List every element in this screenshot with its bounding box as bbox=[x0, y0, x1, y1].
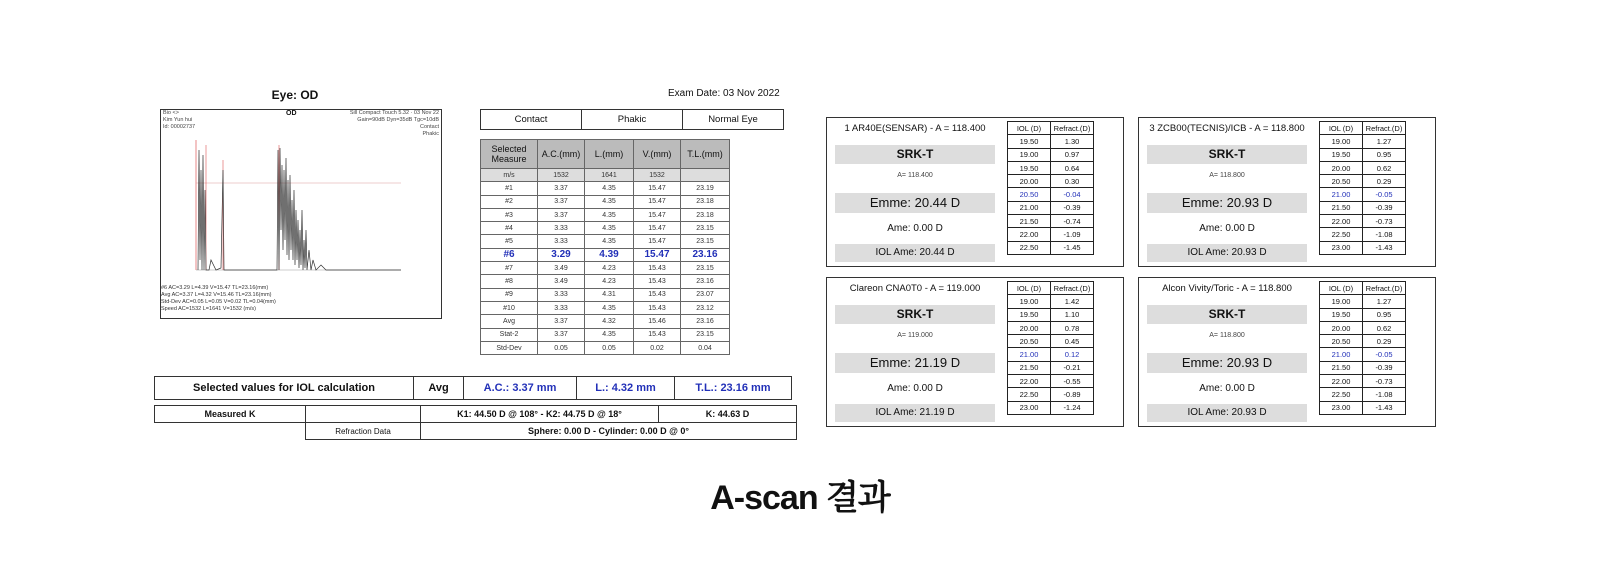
mode-normal-eye: Normal Eye bbox=[683, 110, 784, 130]
formula-label: SRK-T bbox=[1147, 145, 1307, 164]
refraction-cell: 1.10 bbox=[1051, 308, 1094, 321]
measure-header: Selected Measure bbox=[481, 140, 538, 169]
measure-cell: 4.35 bbox=[585, 301, 634, 314]
iol-table-row bbox=[1008, 135, 1094, 148]
measure-cell: 4.23 bbox=[585, 262, 634, 275]
iol-table-row bbox=[1320, 308, 1406, 321]
refraction-cell: -0.74 bbox=[1051, 215, 1094, 228]
measure-cell: 0.05 bbox=[585, 341, 634, 354]
iol-table-row bbox=[1320, 375, 1406, 388]
measure-cell: 15.47 bbox=[634, 195, 681, 208]
iol-power-cell: 20.00 bbox=[1320, 321, 1363, 334]
iol-power-cell: 19.00 bbox=[1008, 148, 1051, 161]
iol-power-cell: 23.00 bbox=[1320, 241, 1363, 254]
selected-values-table bbox=[154, 376, 792, 400]
measure-cell: 3.37 bbox=[538, 195, 585, 208]
refraction-cell: -1.45 bbox=[1051, 241, 1094, 254]
refraction-cell: 0.29 bbox=[1363, 335, 1406, 348]
measure-cell: #5 bbox=[481, 235, 538, 248]
measure-cell: 0.02 bbox=[634, 341, 681, 354]
measure-cell: 3.37 bbox=[538, 182, 585, 195]
iol-table-row bbox=[1320, 401, 1406, 414]
refraction-cell: 0.97 bbox=[1051, 148, 1094, 161]
measure-cell: 4.35 bbox=[585, 235, 634, 248]
measured-k-spacer bbox=[306, 406, 421, 423]
iol-power-cell: 19.50 bbox=[1320, 148, 1363, 161]
measure-header: A.C.(mm) bbox=[538, 140, 585, 169]
iol-panel bbox=[826, 117, 1124, 267]
iol-table-row bbox=[1320, 241, 1406, 254]
refraction-cell: 0.95 bbox=[1363, 308, 1406, 321]
iol-power-cell: 22.00 bbox=[1320, 375, 1363, 388]
speed-cell: 1532 bbox=[634, 169, 681, 182]
iol-table-row bbox=[1320, 175, 1406, 188]
iol-table-row bbox=[1320, 361, 1406, 374]
iol-table-row bbox=[1320, 188, 1406, 201]
caption: A-scan 결과 bbox=[710, 479, 890, 517]
iol-power-cell: 21.00 bbox=[1320, 188, 1363, 201]
iol-power-cell: 19.50 bbox=[1008, 135, 1051, 148]
iol-table-row bbox=[1320, 335, 1406, 348]
measure-cell: 15.43 bbox=[634, 288, 681, 301]
measure-cell: 23.16 bbox=[681, 248, 730, 261]
refraction-cell: 0.78 bbox=[1051, 321, 1094, 334]
selected-tl: T.L.: 23.16 mm bbox=[675, 377, 792, 400]
iol-power-cell: 22.50 bbox=[1320, 228, 1363, 241]
measure-cell: 3.49 bbox=[538, 262, 585, 275]
measure-cell: 0.05 bbox=[538, 341, 585, 354]
measure-cell: 3.49 bbox=[538, 275, 585, 288]
refraction-cell: 0.95 bbox=[1363, 148, 1406, 161]
measure-cell: 3.33 bbox=[538, 301, 585, 314]
measure-cell: 23.07 bbox=[681, 288, 730, 301]
iol-ametropia-power: IOL Ame: 20.93 D bbox=[1147, 244, 1307, 262]
iol-power-cell: 19.00 bbox=[1008, 295, 1051, 308]
measure-cell: 4.39 bbox=[585, 248, 634, 261]
iol-table-row bbox=[1320, 321, 1406, 334]
measure-cell: 3.33 bbox=[538, 235, 585, 248]
measure-cell: 4.35 bbox=[585, 195, 634, 208]
iol-table-row bbox=[1008, 335, 1094, 348]
measure-cell: 15.47 bbox=[634, 248, 681, 261]
iol-power-cell: 21.00 bbox=[1008, 201, 1051, 214]
measure-cell: 4.31 bbox=[585, 288, 634, 301]
measure-header: L.(mm) bbox=[585, 140, 634, 169]
emmetropia-power: Emme: 20.93 D bbox=[1147, 353, 1307, 373]
iol-power-cell: 20.00 bbox=[1008, 321, 1051, 334]
iol-table-row bbox=[1320, 201, 1406, 214]
measure-cell: 15.43 bbox=[634, 275, 681, 288]
measure-cell: Std-Dev bbox=[481, 341, 538, 354]
measure-cell: 3.37 bbox=[538, 315, 585, 328]
refraction-cell: -1.24 bbox=[1051, 401, 1094, 414]
iol-power-cell: 21.50 bbox=[1320, 201, 1363, 214]
ametropia-target: Ame: 0.00 D bbox=[887, 223, 943, 234]
iol-table-row bbox=[1008, 161, 1094, 174]
iol-ametropia-power: IOL Ame: 20.93 D bbox=[1147, 404, 1307, 422]
iol-table-row bbox=[1008, 201, 1094, 214]
refraction-cell: -1.08 bbox=[1363, 228, 1406, 241]
lens-name: 1 AR40E(SENSAR) - A = 118.400 bbox=[844, 123, 986, 134]
iol-table-row bbox=[1320, 295, 1406, 308]
selected-ac: A.C.: 3.37 mm bbox=[464, 377, 577, 400]
iol-power-cell: 20.00 bbox=[1320, 161, 1363, 174]
scan-info-line: Kim Yun hui bbox=[163, 117, 193, 123]
refraction-cell: 0.62 bbox=[1363, 321, 1406, 334]
emmetropia-power: Emme: 20.44 D bbox=[835, 193, 995, 213]
measure-row bbox=[481, 341, 730, 354]
scan-info-line: Phakic bbox=[422, 131, 439, 137]
measure-row bbox=[481, 275, 730, 288]
refraction-cell: -0.05 bbox=[1363, 188, 1406, 201]
refraction-cell: 1.42 bbox=[1051, 295, 1094, 308]
measure-cell: 4.32 bbox=[585, 315, 634, 328]
measure-cell: 23.15 bbox=[681, 235, 730, 248]
iol-ametropia-power: IOL Ame: 21.19 D bbox=[835, 404, 995, 422]
measure-cell: 3.37 bbox=[538, 208, 585, 221]
refraction-cell: -0.73 bbox=[1363, 375, 1406, 388]
measure-cell: 23.16 bbox=[681, 275, 730, 288]
iol-table-row bbox=[1008, 361, 1094, 374]
measure-cell: 15.43 bbox=[634, 328, 681, 341]
measure-cell: 4.35 bbox=[585, 208, 634, 221]
keratometry-table bbox=[154, 405, 797, 440]
iol-power-cell: 20.50 bbox=[1320, 175, 1363, 188]
lens-name: 3 ZCB00(TECNIS)/ICB - A = 118.800 bbox=[1149, 123, 1305, 134]
refraction-cell: -0.73 bbox=[1363, 215, 1406, 228]
refraction-cell: -0.04 bbox=[1051, 188, 1094, 201]
iol-power-cell: 19.50 bbox=[1008, 161, 1051, 174]
refraction-cell: 0.64 bbox=[1051, 161, 1094, 174]
measure-row bbox=[481, 182, 730, 195]
speed-cell: m/s bbox=[481, 169, 538, 182]
measure-cell: 3.33 bbox=[538, 222, 585, 235]
iol-power-cell: 23.00 bbox=[1008, 401, 1051, 414]
measure-cell: #2 bbox=[481, 195, 538, 208]
k1-k2-value: K1: 44.50 D @ 108° - K2: 44.75 D @ 18° bbox=[421, 406, 659, 423]
measure-row bbox=[481, 288, 730, 301]
iol-table-row bbox=[1320, 228, 1406, 241]
scan-info-line: Contact bbox=[420, 124, 439, 130]
scan-info-line: #6 AC=3.29 L=4.39 V=15.47 TL=23.16(mm) bbox=[161, 285, 269, 291]
measure-row bbox=[481, 301, 730, 314]
refraction-cell: 1.27 bbox=[1363, 295, 1406, 308]
iol-table-header: Refract.(D) bbox=[1363, 282, 1406, 295]
refraction-cell: 0.45 bbox=[1051, 335, 1094, 348]
measure-cell: 15.47 bbox=[634, 235, 681, 248]
measure-cell: 23.15 bbox=[681, 222, 730, 235]
lens-name: Alcon Vivity/Toric - A = 118.800 bbox=[1162, 283, 1292, 294]
iol-table-row bbox=[1008, 401, 1094, 414]
a-scan-waveform-panel bbox=[160, 109, 442, 319]
measure-cell: 4.35 bbox=[585, 182, 634, 195]
measure-cell: #3 bbox=[481, 208, 538, 221]
refraction-cell: 0.62 bbox=[1363, 161, 1406, 174]
iol-table-row bbox=[1008, 188, 1094, 201]
iol-table-row bbox=[1008, 148, 1094, 161]
scan-info-line: Id: 00002737 bbox=[163, 124, 196, 130]
iol-panel bbox=[1138, 277, 1436, 427]
iol-table-row bbox=[1008, 308, 1094, 321]
iol-power-cell: 23.00 bbox=[1320, 401, 1363, 414]
iol-panel bbox=[1138, 117, 1436, 267]
iol-table-row bbox=[1008, 388, 1094, 401]
refraction-cell: -0.39 bbox=[1363, 201, 1406, 214]
emmetropia-power: Emme: 21.19 D bbox=[835, 353, 995, 373]
iol-power-cell: 19.00 bbox=[1320, 135, 1363, 148]
scan-info-line: Std-Dev AC=0.05 L=0.05 V=0.02 TL=0.04(mm) bbox=[161, 299, 276, 305]
refraction-cell: -0.55 bbox=[1051, 375, 1094, 388]
refraction-cell: 1.27 bbox=[1363, 135, 1406, 148]
refraction-cell: -1.43 bbox=[1363, 241, 1406, 254]
iol-table-row bbox=[1320, 148, 1406, 161]
scan-eye-label: OD bbox=[286, 110, 297, 117]
scan-info-line: Speed AC=1532 L=1641 V=1532 (m/s) bbox=[161, 306, 256, 312]
iol-table-header: IOL (D) bbox=[1008, 282, 1051, 295]
iol-power-cell: 20.00 bbox=[1008, 175, 1051, 188]
iol-table-row bbox=[1008, 321, 1094, 334]
iol-power-cell: 21.50 bbox=[1008, 215, 1051, 228]
measured-k-label: Measured K bbox=[155, 406, 306, 423]
emmetropia-power: Emme: 20.93 D bbox=[1147, 193, 1307, 213]
scan-info-line: Bio <> bbox=[163, 110, 179, 116]
measure-cell: 23.15 bbox=[681, 328, 730, 341]
empty-cell bbox=[155, 423, 306, 440]
scan-summary bbox=[161, 285, 276, 313]
measure-header: V.(mm) bbox=[634, 140, 681, 169]
iol-power-cell: 19.50 bbox=[1320, 308, 1363, 321]
refraction-cell: 1.30 bbox=[1051, 135, 1094, 148]
refraction-cell: -0.39 bbox=[1363, 361, 1406, 374]
iol-table-header: Refract.(D) bbox=[1051, 122, 1094, 135]
ametropia-target: Ame: 0.00 D bbox=[1199, 223, 1255, 234]
iol-refraction-table bbox=[1007, 121, 1094, 255]
iol-refraction-table bbox=[1319, 281, 1406, 415]
measure-cell: Avg bbox=[481, 315, 538, 328]
measure-row bbox=[481, 235, 730, 248]
iol-ametropia-power: IOL Ame: 20.44 D bbox=[835, 244, 995, 262]
measurement-table bbox=[480, 139, 730, 355]
measure-header: T.L.(mm) bbox=[681, 140, 730, 169]
iol-power-cell: 22.50 bbox=[1320, 388, 1363, 401]
exam-mode-table bbox=[480, 109, 784, 130]
refraction-cell: -0.39 bbox=[1051, 201, 1094, 214]
measure-cell: 3.29 bbox=[538, 248, 585, 261]
iol-power-cell: 21.00 bbox=[1320, 348, 1363, 361]
iol-table-row bbox=[1008, 241, 1094, 254]
measure-cell: #6 bbox=[481, 248, 538, 261]
iol-power-cell: 22.00 bbox=[1008, 228, 1051, 241]
ametropia-target: Ame: 0.00 D bbox=[887, 383, 943, 394]
iol-table-row bbox=[1320, 161, 1406, 174]
iol-table-header: IOL (D) bbox=[1320, 282, 1363, 295]
refraction-cell: 0.30 bbox=[1051, 175, 1094, 188]
iol-table-row bbox=[1320, 215, 1406, 228]
iol-table-header: Refract.(D) bbox=[1051, 282, 1094, 295]
iol-power-cell: 21.50 bbox=[1320, 361, 1363, 374]
iol-refraction-table bbox=[1319, 121, 1406, 255]
refraction-label: Refraction Data bbox=[306, 423, 421, 440]
measure-cell: Stat-2 bbox=[481, 328, 538, 341]
device-settings bbox=[350, 110, 439, 138]
measure-cell: #9 bbox=[481, 288, 538, 301]
iol-table-row bbox=[1008, 348, 1094, 361]
a-constant: A= 118.800 bbox=[1209, 172, 1245, 179]
iol-table-header: Refract.(D) bbox=[1363, 122, 1406, 135]
iol-power-cell: 20.50 bbox=[1008, 335, 1051, 348]
iol-table-row bbox=[1008, 215, 1094, 228]
selected-l: L.: 4.32 mm bbox=[577, 377, 675, 400]
measure-cell: 0.04 bbox=[681, 341, 730, 354]
measure-row bbox=[481, 195, 730, 208]
measure-cell: 15.43 bbox=[634, 262, 681, 275]
measure-row bbox=[481, 208, 730, 221]
iol-table-row bbox=[1008, 375, 1094, 388]
measure-cell: 3.33 bbox=[538, 288, 585, 301]
measure-cell: 3.37 bbox=[538, 328, 585, 341]
measure-cell: 15.46 bbox=[634, 315, 681, 328]
scan-info-line: Sill Compact Touch 5.32 · 03 Nov 22 bbox=[349, 110, 439, 116]
iol-refraction-table bbox=[1007, 281, 1094, 415]
measure-cell: 15.47 bbox=[634, 208, 681, 221]
refraction-cell: -1.09 bbox=[1051, 228, 1094, 241]
iol-table-row bbox=[1320, 135, 1406, 148]
iol-power-cell: 20.50 bbox=[1320, 335, 1363, 348]
refraction-cell: -0.05 bbox=[1363, 348, 1406, 361]
iol-table-header: IOL (D) bbox=[1008, 122, 1051, 135]
measure-cell: #8 bbox=[481, 275, 538, 288]
measure-cell: #10 bbox=[481, 301, 538, 314]
iol-panel bbox=[826, 277, 1124, 427]
iol-power-cell: 22.00 bbox=[1008, 375, 1051, 388]
measure-cell: #7 bbox=[481, 262, 538, 275]
measure-cell: 4.35 bbox=[585, 328, 634, 341]
iol-power-cell: 19.00 bbox=[1320, 295, 1363, 308]
refraction-value: Sphere: 0.00 D - Cylinder: 0.00 D @ 0° bbox=[421, 423, 797, 440]
a-constant: A= 119.000 bbox=[897, 332, 933, 339]
iol-power-cell: 21.50 bbox=[1008, 361, 1051, 374]
iol-table-row bbox=[1008, 175, 1094, 188]
formula-label: SRK-T bbox=[1147, 305, 1307, 324]
ametropia-target: Ame: 0.00 D bbox=[1199, 383, 1255, 394]
measure-cell: 4.35 bbox=[585, 222, 634, 235]
a-constant: A= 118.800 bbox=[1209, 332, 1245, 339]
measure-cell: 23.12 bbox=[681, 301, 730, 314]
iol-table-row bbox=[1320, 348, 1406, 361]
exam-date: Exam Date: 03 Nov 2022 bbox=[668, 88, 780, 99]
selected-mode: Avg bbox=[414, 377, 464, 400]
measure-cell: 23.15 bbox=[681, 262, 730, 275]
iol-power-cell: 22.00 bbox=[1320, 215, 1363, 228]
formula-label: SRK-T bbox=[835, 145, 995, 164]
iol-power-cell: 19.50 bbox=[1008, 308, 1051, 321]
measure-row bbox=[481, 328, 730, 341]
measure-cell: 23.19 bbox=[681, 182, 730, 195]
mode-contact: Contact bbox=[481, 110, 582, 130]
iol-table-row bbox=[1008, 295, 1094, 308]
iol-table-row bbox=[1008, 228, 1094, 241]
refraction-cell: 0.29 bbox=[1363, 175, 1406, 188]
measure-row bbox=[481, 248, 730, 261]
iol-table-header: IOL (D) bbox=[1320, 122, 1363, 135]
speed-cell: 1641 bbox=[585, 169, 634, 182]
measure-row bbox=[481, 222, 730, 235]
speed-cell: 1532 bbox=[538, 169, 585, 182]
iol-table-row bbox=[1320, 388, 1406, 401]
measure-cell: 23.18 bbox=[681, 208, 730, 221]
eye-title: Eye: OD bbox=[271, 88, 319, 102]
measure-cell: 15.43 bbox=[634, 301, 681, 314]
patient-info bbox=[163, 110, 195, 131]
measure-cell: 4.23 bbox=[585, 275, 634, 288]
refraction-cell: -0.89 bbox=[1051, 388, 1094, 401]
scan-info-line: Gain=90dB Dyn=35dB Tgc=10dB bbox=[357, 117, 439, 123]
scan-info-line: Avg AC=3.37 L=4.32 V=15.46 TL=23.16(mm) bbox=[161, 292, 272, 298]
measure-cell: #4 bbox=[481, 222, 538, 235]
measure-cell: 15.47 bbox=[634, 182, 681, 195]
measure-cell: 23.16 bbox=[681, 315, 730, 328]
mode-phakic: Phakic bbox=[582, 110, 683, 130]
iol-power-cell: 21.00 bbox=[1008, 348, 1051, 361]
iol-power-cell: 22.50 bbox=[1008, 241, 1051, 254]
refraction-cell: -1.43 bbox=[1363, 401, 1406, 414]
iol-power-cell: 22.50 bbox=[1008, 388, 1051, 401]
iol-power-cell: 20.50 bbox=[1008, 188, 1051, 201]
measure-cell: 23.18 bbox=[681, 195, 730, 208]
measure-row bbox=[481, 315, 730, 328]
measure-row bbox=[481, 262, 730, 275]
a-constant: A= 118.400 bbox=[897, 172, 933, 179]
k-average-value: K: 44.63 D bbox=[659, 406, 797, 423]
refraction-cell: -1.08 bbox=[1363, 388, 1406, 401]
measure-cell: 15.47 bbox=[634, 222, 681, 235]
speed-cell bbox=[681, 169, 730, 182]
lens-name: Clareon CNA0T0 - A = 119.000 bbox=[849, 283, 981, 294]
refraction-cell: -0.21 bbox=[1051, 361, 1094, 374]
formula-label: SRK-T bbox=[835, 305, 995, 324]
selected-values-label: Selected values for IOL calculation bbox=[155, 377, 414, 400]
measure-cell: #1 bbox=[481, 182, 538, 195]
refraction-cell: 0.12 bbox=[1051, 348, 1094, 361]
